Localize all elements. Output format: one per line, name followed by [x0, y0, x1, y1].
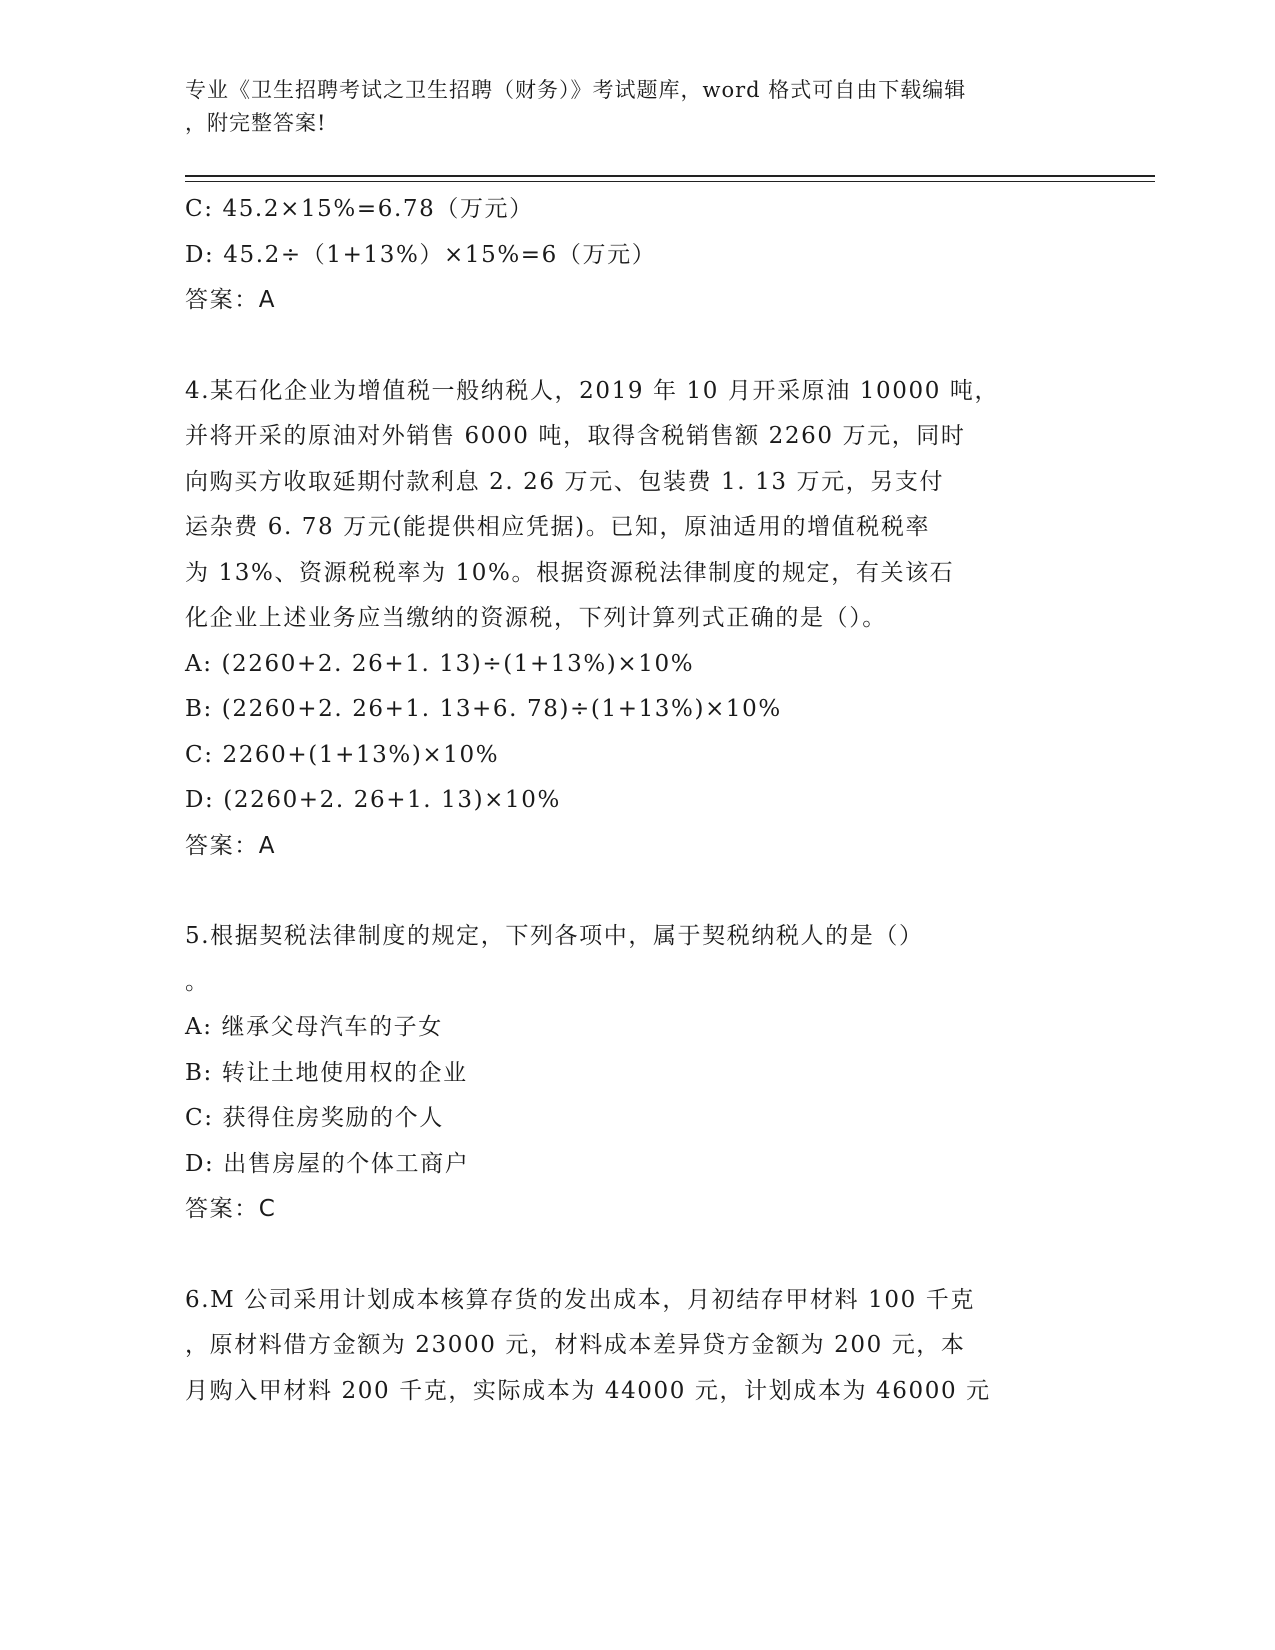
question-stem-line: 5.根据契税法律制度的规定，下列各项中，属于契税纳税人的是（） [185, 923, 924, 949]
question-stem-line: 。 [185, 968, 210, 995]
answer: 答案：A [185, 287, 277, 313]
header-divider-thick [185, 175, 1155, 177]
option-a: A: (2260+2. 26+1. 13)÷(1+13%)×10% [185, 650, 695, 677]
option-c: C: 45.2×15%=6.78（万元） [185, 196, 534, 222]
option-c: C: 获得住房奖励的个人 [185, 1105, 444, 1131]
question-stem-line: 月购入甲材料 200 千克，实际成本为 44000 元，计划成本为 46000 元 [185, 1377, 991, 1404]
spacer [185, 869, 1085, 914]
option-b: B: (2260+2. 26+1. 13+6. 78)÷(1+13%)×10% [185, 696, 782, 722]
option-d: D: 45.2÷（1+13%）×15%=6（万元） [185, 241, 657, 268]
question-3-tail [185, 187, 1085, 324]
option-a: A: 继承父母汽车的子女 [185, 1014, 443, 1040]
question-stem-line: 向购买方收取延期付款利息 2. 26 万元、包装费 1. 13 万元，另支付 [185, 468, 945, 495]
option-d: D: 出售房屋的个体工商户 [185, 1150, 470, 1177]
question-stem-line: 6.M 公司采用计划成本核算存货的发出成本，月初结存甲材料 100 千克 [185, 1286, 975, 1313]
answer: 答案：C [185, 1196, 277, 1222]
question-stem-line: 为 13%、资源税税率为 10%。根据资源税法律制度的规定，有关该石 [185, 559, 955, 586]
spacer [185, 1233, 1085, 1278]
question-5 [185, 914, 1085, 1233]
question-stem-line: 化企业上述业务应当缴纳的资源税，下列计算列式正确的是（）。 [185, 605, 887, 631]
document-body [185, 187, 1085, 1414]
header-divider-thin [185, 181, 1155, 182]
question-stem-line: ，原材料借方金额为 23000 元，材料成本差异贷方金额为 200 元，本 [185, 1332, 966, 1358]
question-4 [185, 369, 1085, 870]
spacer [185, 324, 1085, 369]
question-6 [185, 1278, 1085, 1415]
answer: 答案：A [185, 832, 277, 859]
header-line-1: 专业《卫生招聘考试之卫生招聘（财务）》考试题库，word 格式可自由下载编辑 [185, 78, 967, 102]
option-b: B: 转让土地使用权的企业 [185, 1059, 468, 1086]
header-line-2: ，附完整答案! [185, 111, 327, 135]
option-d: D: (2260+2. 26+1. 13)×10% [185, 787, 561, 813]
document-header [185, 74, 1065, 140]
question-stem-line: 4.某石化企业为增值税一般纳税人，2019 年 10 月开采原油 10000 吨， [185, 377, 1000, 404]
question-stem-line: 并将开采的原油对外销售 6000 吨，取得含税销售额 2260 万元，同时 [185, 423, 966, 449]
option-c: C: 2260+(1+13%)×10% [185, 741, 500, 768]
question-stem-line: 运杂费 6. 78 万元(能提供相应凭据)。已知，原油适用的增值税税率 [185, 514, 931, 540]
